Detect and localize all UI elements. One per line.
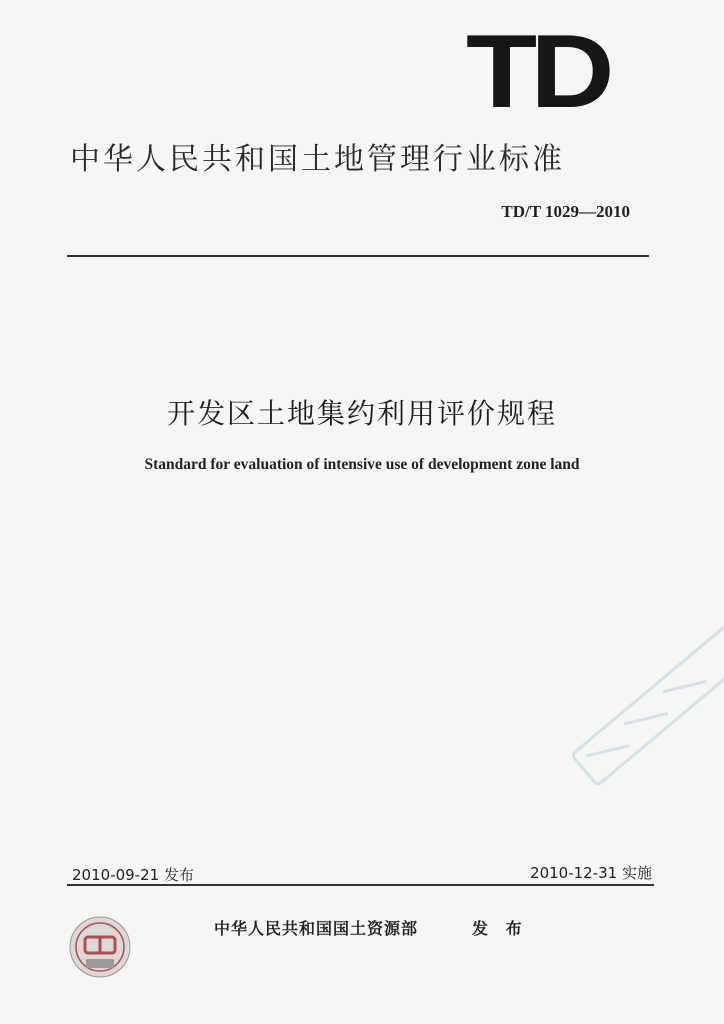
issue-date: 2010-09-21 发布: [72, 866, 194, 884]
anti-counterfeit-seal-icon: [68, 915, 132, 979]
publish-word: 发 布: [472, 919, 528, 938]
td-logo: TD: [466, 14, 608, 130]
watermark-stamp: [560, 560, 724, 880]
standard-code: TD/T 1029—2010: [501, 202, 630, 221]
implementation-date: 2010-12-31 实施: [530, 864, 652, 882]
document-title-cn: 开发区土地集约利用评价规程: [166, 397, 557, 430]
document-title-en: Standard for evaluation of intensive use of development zone land: [144, 456, 580, 473]
bottom-divider: [67, 884, 654, 886]
top-divider: [67, 255, 649, 257]
industry-standard-title: 中华人民共和国土地管理行业标准: [70, 142, 565, 177]
publisher: 中华人民共和国国土资源部: [214, 919, 419, 938]
